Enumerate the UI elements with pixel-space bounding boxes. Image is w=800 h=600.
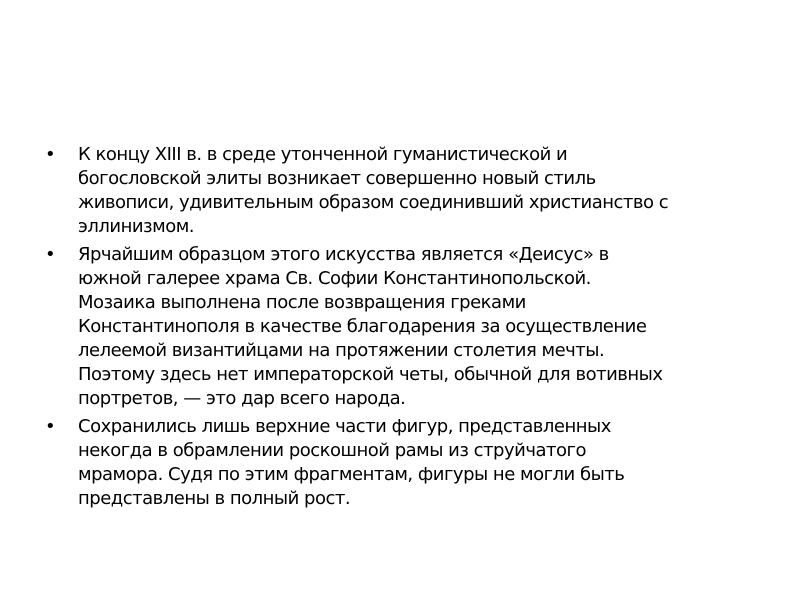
bullet-line: Сохранились лишь верхние части фигур, представленных: [78, 416, 611, 437]
bullet-marker: •: [45, 244, 56, 265]
bullet-line: К концу XIII в. в среде утонченной гуманистической и: [78, 144, 568, 165]
bullet-line: южной галерее храма Св. Софии Константинопольской.: [78, 268, 591, 289]
bullet-line: эллинизмом.: [78, 216, 195, 237]
bullet-marker: •: [45, 144, 56, 165]
bullet-line: Константинополя в качестве благодарения за осуществление: [78, 316, 647, 337]
bullet-marker: •: [45, 416, 56, 437]
bullet-line: некогда в обрамлении роскошной рамы из струйчатого: [78, 440, 586, 461]
bullet-list: [45, 143, 765, 515]
bullet-line: портретов, — это дар всего народа.: [78, 388, 406, 409]
bullet-line: Поэтому здесь нет императорской четы, обычной для вотивных: [78, 364, 663, 385]
bullet-line: Мозаика выполнена после возвращения греками: [78, 292, 526, 313]
bullet-line: богословской элиты возникает совершенно новый стиль: [78, 168, 596, 189]
bullet-line: представлены в полный рост.: [78, 488, 351, 509]
bullet-line: лелеемой византийцами на протяжении столетия мечты.: [78, 340, 605, 361]
bullet-line: живописи, удивительным образом соединивший христианство с: [78, 192, 669, 213]
bullet-line: Ярчайшим образцом этого искусства является «Деисус» в: [78, 244, 609, 265]
bullet-item-2: [45, 243, 765, 411]
bullet-line: мрамора. Судя по этим фрагментам, фигуры не могли быть: [78, 464, 625, 485]
bullet-item-3: [45, 415, 765, 511]
bullet-item-1: [45, 143, 765, 239]
